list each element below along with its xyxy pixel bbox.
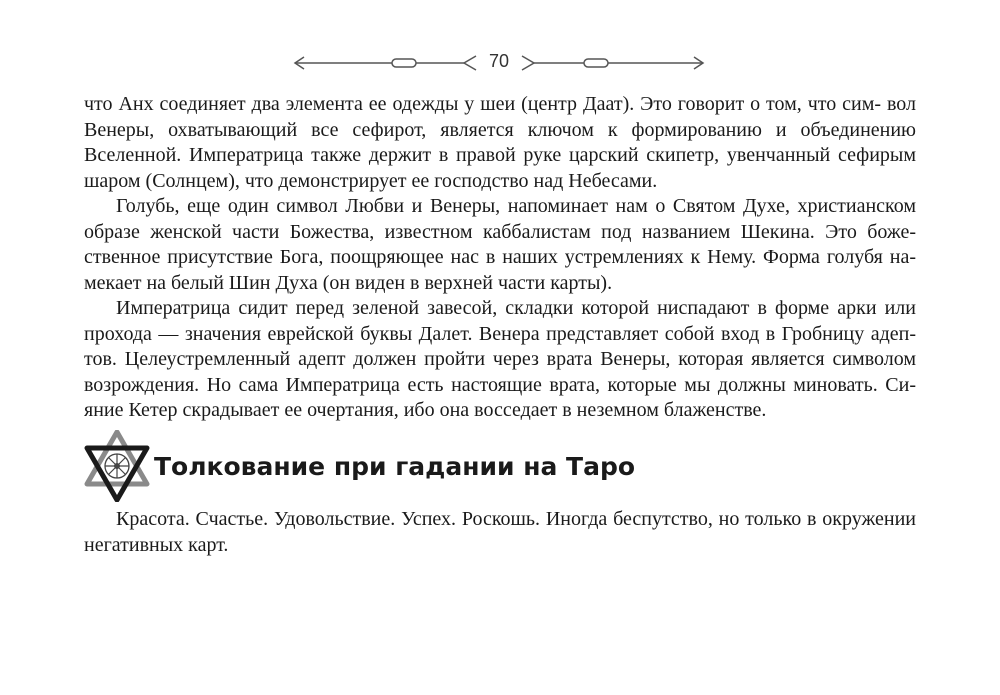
text-line: ственное присутствие Бога, поощряющее нас в наших устремлениях к Нему. Форма голубя на- bbox=[84, 246, 916, 268]
tarot-interpretation-section bbox=[84, 430, 916, 506]
text-line: мекает на белый Шин Духа (он виден в верхней части карты). bbox=[84, 271, 613, 294]
text-line: Красота. Счастье. Удовольствие. Успех. Роскошь. Иногда беспутство, но только в окружении bbox=[116, 508, 916, 530]
interpretation-text bbox=[84, 507, 916, 558]
text-line: вол Венеры, охватывающий все сефирот, является ключом к формированию и объединению bbox=[84, 93, 916, 141]
text-line: что Анх соединяет два элемента ее одежды у шеи (центр Даат). Это говорит о том, что сим- bbox=[84, 93, 882, 115]
text-line: Императрица сидит перед зеленой завесой, складки которой ниспадают в форме арки или bbox=[116, 297, 916, 319]
text-line: возрождения. Но сама Императрица есть настоящие врата, которые мы должны миновать. Си- bbox=[84, 373, 916, 396]
page-header bbox=[292, 50, 706, 76]
paragraph-1 bbox=[84, 92, 916, 194]
body-text bbox=[84, 92, 916, 424]
section-title: Толкование при гадании на Таро bbox=[154, 452, 636, 481]
text-line: яние Кетер скрадывает ее очертания, ибо она восседает в неземном блаженстве. bbox=[84, 399, 767, 421]
text-line: Вселенной. Императрица также держит в правой руке царский скипетр, увенчанный сефирым bbox=[84, 144, 916, 166]
text-line: тов. Целеустремленный адепт должен пройти через врата Венеры, которая является символом bbox=[84, 348, 916, 370]
hexagram-vegvisir-icon bbox=[84, 430, 150, 502]
page-number: 70 bbox=[488, 51, 510, 71]
paragraph-3 bbox=[84, 296, 916, 424]
text-line: образе женской части Божества, известном каббалистам под названием Шекина. Это боже- bbox=[84, 220, 916, 243]
text-line: Голубь, еще один символ Любви и Венеры, напоминает нам о Святом Духе, христианском bbox=[116, 195, 916, 217]
text-line: шаром (Солнцем), что демонстрирует ее господство над Небесами. bbox=[84, 169, 658, 192]
paragraph-2 bbox=[84, 194, 916, 296]
interpretation-paragraph bbox=[84, 507, 916, 558]
text-line: прохода — значения еврейской буквы Далет. Венера представляет собой вход в Гробницу адеп- bbox=[84, 322, 916, 345]
text-line: негативных карт. bbox=[84, 533, 229, 556]
